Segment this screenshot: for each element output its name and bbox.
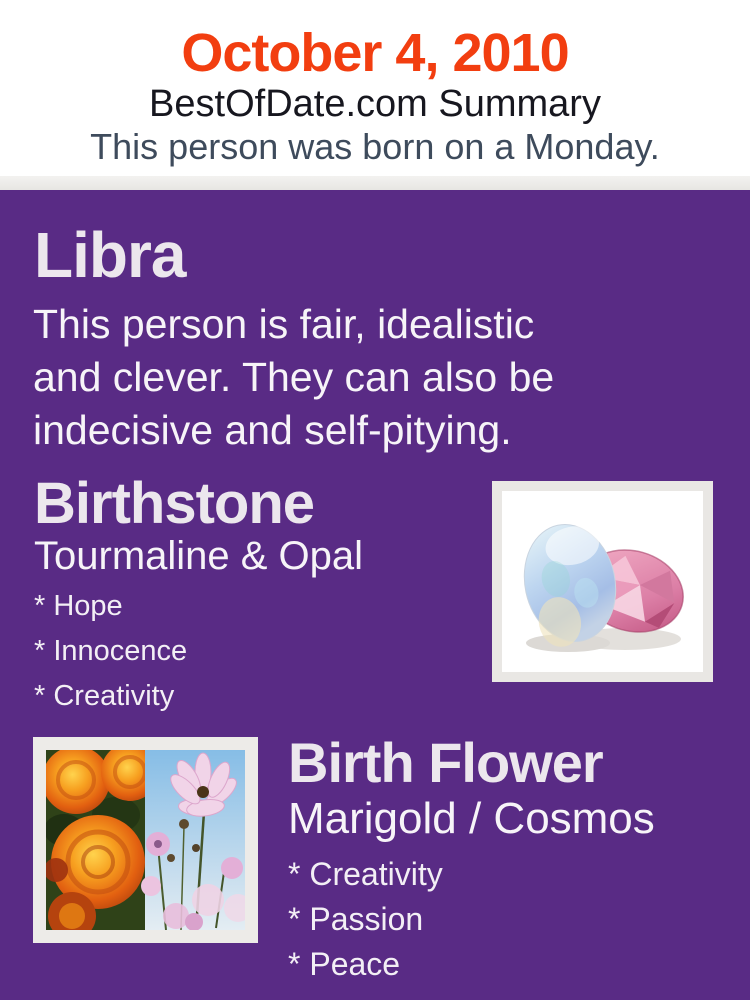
birthstone-names: Tourmaline & Opal bbox=[34, 534, 364, 578]
site-summary-subtitle: BestOfDate.com Summary bbox=[149, 83, 601, 125]
birth-flower-photo-frame bbox=[33, 737, 258, 943]
zodiac-description-line: This person is fair, idealistic bbox=[33, 301, 535, 347]
zodiac-sign-heading: Libra bbox=[34, 219, 186, 291]
marigold-and-cosmos-photo bbox=[46, 750, 245, 930]
birth-flower-trait: * Creativity bbox=[288, 856, 443, 892]
birthstone-trait: * Hope bbox=[34, 590, 123, 622]
birthstone-photo-frame bbox=[492, 481, 713, 682]
birthstone-trait: * Innocence bbox=[34, 635, 188, 667]
header-divider bbox=[0, 176, 750, 190]
birth-flower-names: Marigold / Cosmos bbox=[288, 794, 655, 843]
weekday-note: This person was born on a Monday. bbox=[90, 126, 660, 167]
birth-flower-heading: Birth Flower bbox=[288, 731, 603, 794]
zodiac-description-line: and clever. They can also be bbox=[33, 354, 555, 400]
birth-flower-trait-list bbox=[288, 852, 443, 987]
opal-and-tourmaline-photo bbox=[502, 491, 703, 672]
zodiac-description-line: indecisive and self-pitying. bbox=[33, 407, 512, 453]
summary-body bbox=[0, 190, 750, 1000]
page-title-date: October 4, 2010 bbox=[181, 23, 569, 83]
birthstone-trait: * Creativity bbox=[34, 680, 175, 712]
zodiac-description bbox=[33, 298, 554, 457]
birth-flower-trait: * Peace bbox=[288, 946, 401, 982]
birthstone-trait-list bbox=[34, 584, 187, 719]
birth-flower-trait: * Passion bbox=[288, 901, 424, 937]
birthstone-heading: Birthstone bbox=[34, 471, 314, 536]
